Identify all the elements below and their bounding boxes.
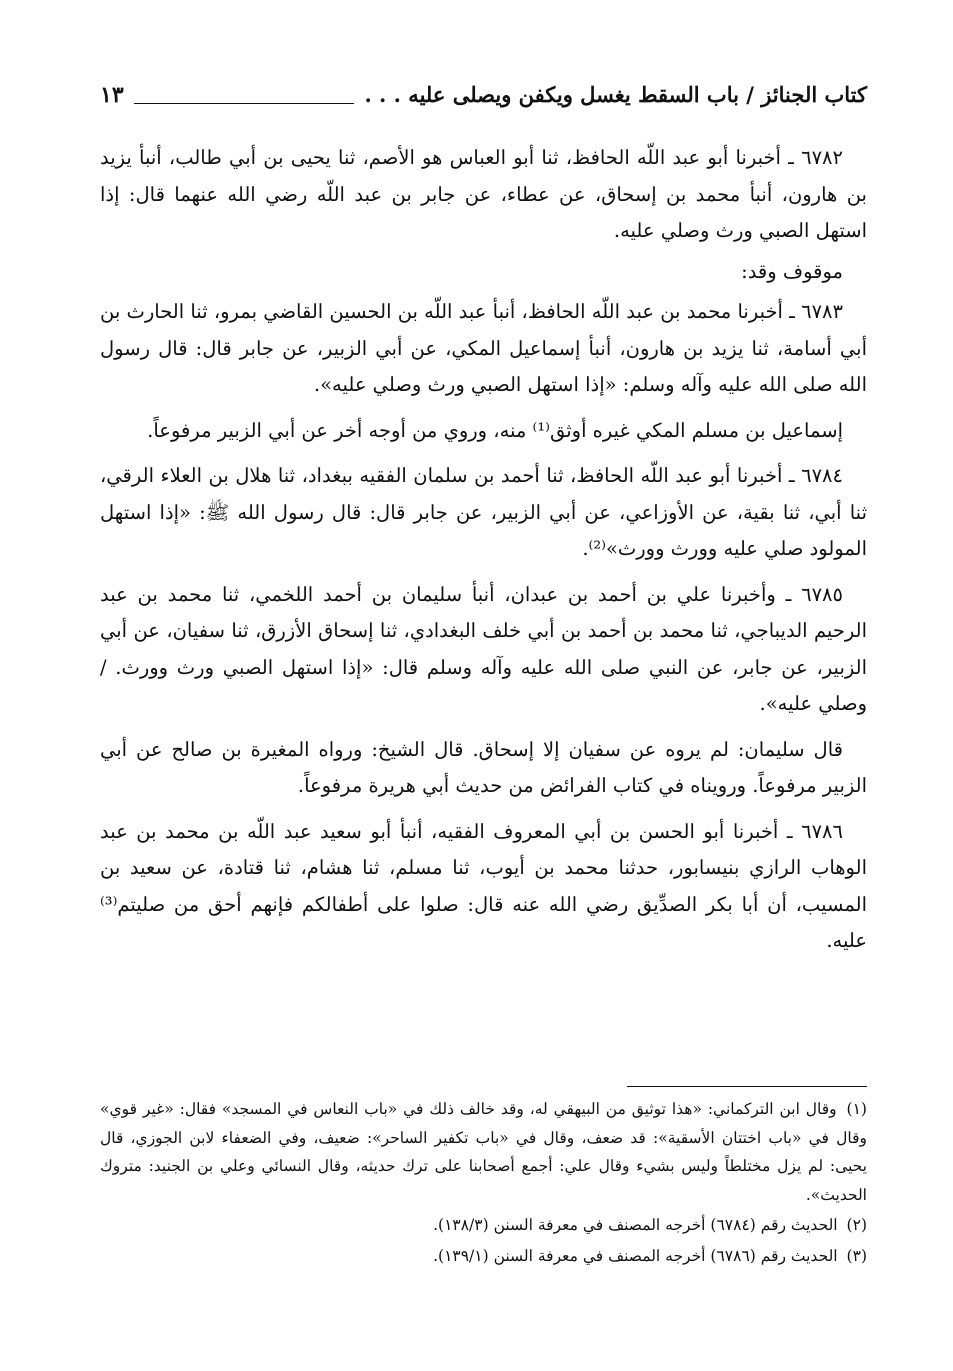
- hadith-6782: ٦٧٨٢ ـ أخبرنا أبو عبد اللّه الحافظ، ثنا أبو العباس هو الأصم، ثنا يحيى بن أبي طالب، أنبأ يزيد بن هارون، أنبأ محمد بن إسحاق، عن عطاء، عن جابر بن عبد اللّه رضي الله عنهما قال: إذا استهل الصبي ورث وصلي عليه.: [100, 146, 867, 242]
- hadith-6784: ٦٧٨٤ ـ أخبرنا أبو عبد اللّه الحافظ، ثنا أحمد بن سلمان الفقيه ببغداد، ثنا هلال بن العلاء الرقي، ثنا أبي، ثنا بقية، عن الأوزاعي، عن أبي الزبير، عن جابر قال: قال رسول الله ﷺ: «إذا استهل المولود صلي عليه وورث وورث»⁽²⁾.: [100, 464, 867, 560]
- running-title: كتاب الجنائز / باب السقط يغسل ويكفن ويصلى عليه . . .: [364, 82, 867, 107]
- footnote-2: [100, 1211, 867, 1240]
- footnote-separator: [627, 1086, 867, 1087]
- book-page: [100, 0, 867, 1371]
- footnote-3: [100, 1242, 867, 1271]
- hadith-6783: ٦٧٨٣ ـ أخبرنا محمد بن عبد اللّه الحافظ، أنبأ عبد اللّه بن الحسين القاضي بمرو، ثنا الحارث بن أبي أسامة، ثنا يزيد بن هارون، أنبأ إسماعيل المكي، عن أبي الزبير، عن جابر قال: قال رسول الله صلى الله عليه وآله وسلم: «إذا استهل الصبي ورث وصلي عليه».: [100, 300, 867, 396]
- mawquf-note: موقوف وقد:: [741, 259, 843, 283]
- hadith-6785: ٦٧٨٥ ـ وأخبرنا علي بن أحمد بن عبدان، أنبأ سليمان بن أحمد اللخمي، ثنا محمد بن عبد الرحيم الديباجي، ثنا محمد بن أحمد بن أبي خلف البغدادي، ثنا إسحاق الأزرق، ثنا سفيان، عن أبي الزبير، عن جابر، عن النبي صلى الله عليه وآله وسلم قال: «إذا استهل الصبي ورث وورث. / وصلي عليه».: [100, 582, 867, 715]
- footnotes: [100, 1095, 867, 1272]
- footnote-text: وقال ابن التركماني: «هذا توثيق من البيهقي له، وقد خالف ذلك في «باب النعاس في المسجد» فقال: «غير قوي» وقال في «باب اختتان الأسقية»: قد ضعف، وقال في «باب تكفير الساحر»: ضعيف، وفي الضعفاء لابن الجوزي، قال يحيى: لم يزل مختلطاً وليس بشيء وقال علي: أجمع أصحابنا على ترك حديثه، وقال النسائي وعلي بن الجنيد: متروك الحديث».: [100, 1100, 867, 1204]
- footnote-text: الحديث رقم (٦٧٨٦) أخرجه المصنف في معرفة السنن (١٣٩/١).: [433, 1246, 838, 1265]
- sulayman-note: قال سليمان: لم يروه عن سفيان إلا إسحاق. قال الشيخ: ورواه المغيرة بن صالح عن أبي الزبير مرفوعاً. ورويناه في كتاب الفرائض من حديث أبي هريرة مرفوعاً.: [100, 737, 867, 797]
- ismail-note: إسماعيل بن مسلم المكي غيره أوثق⁽¹⁾ منه، وروي من أوجه أخر عن أبي الزبير مرفوعاً.: [147, 418, 843, 442]
- header-rule: [134, 103, 355, 104]
- footnote-mark: (١): [846, 1100, 867, 1118]
- footnote-text: الحديث رقم (٦٧٨٤) أخرجه المصنف في معرفة السنن (١٣٨/٣).: [433, 1216, 838, 1234]
- page-header: [100, 78, 867, 112]
- footnote-mark: (٣): [846, 1246, 867, 1265]
- page-number: ١٣: [100, 82, 124, 108]
- footnote-mark: (٢): [846, 1216, 867, 1234]
- main-text: [100, 140, 867, 969]
- footnote-1: [100, 1095, 867, 1209]
- hadith-6786: ٦٧٨٦ ـ أخبرنا أبو الحسن بن أبي المعروف الفقيه، أنبأ أبو سعيد عبد اللّه بن محمد بن عبد الوهاب الرازي بنيسابور، حدثنا محمد بن أيوب، ثنا مسلم، ثنا هشام، ثنا قتادة، عن سعيد بن المسيب، أن أبا بكر الصدِّيق رضي الله عنه قال: صلوا على أطفالكم فإنهم أحق من صليتم⁽³⁾ عليه.: [100, 819, 867, 952]
